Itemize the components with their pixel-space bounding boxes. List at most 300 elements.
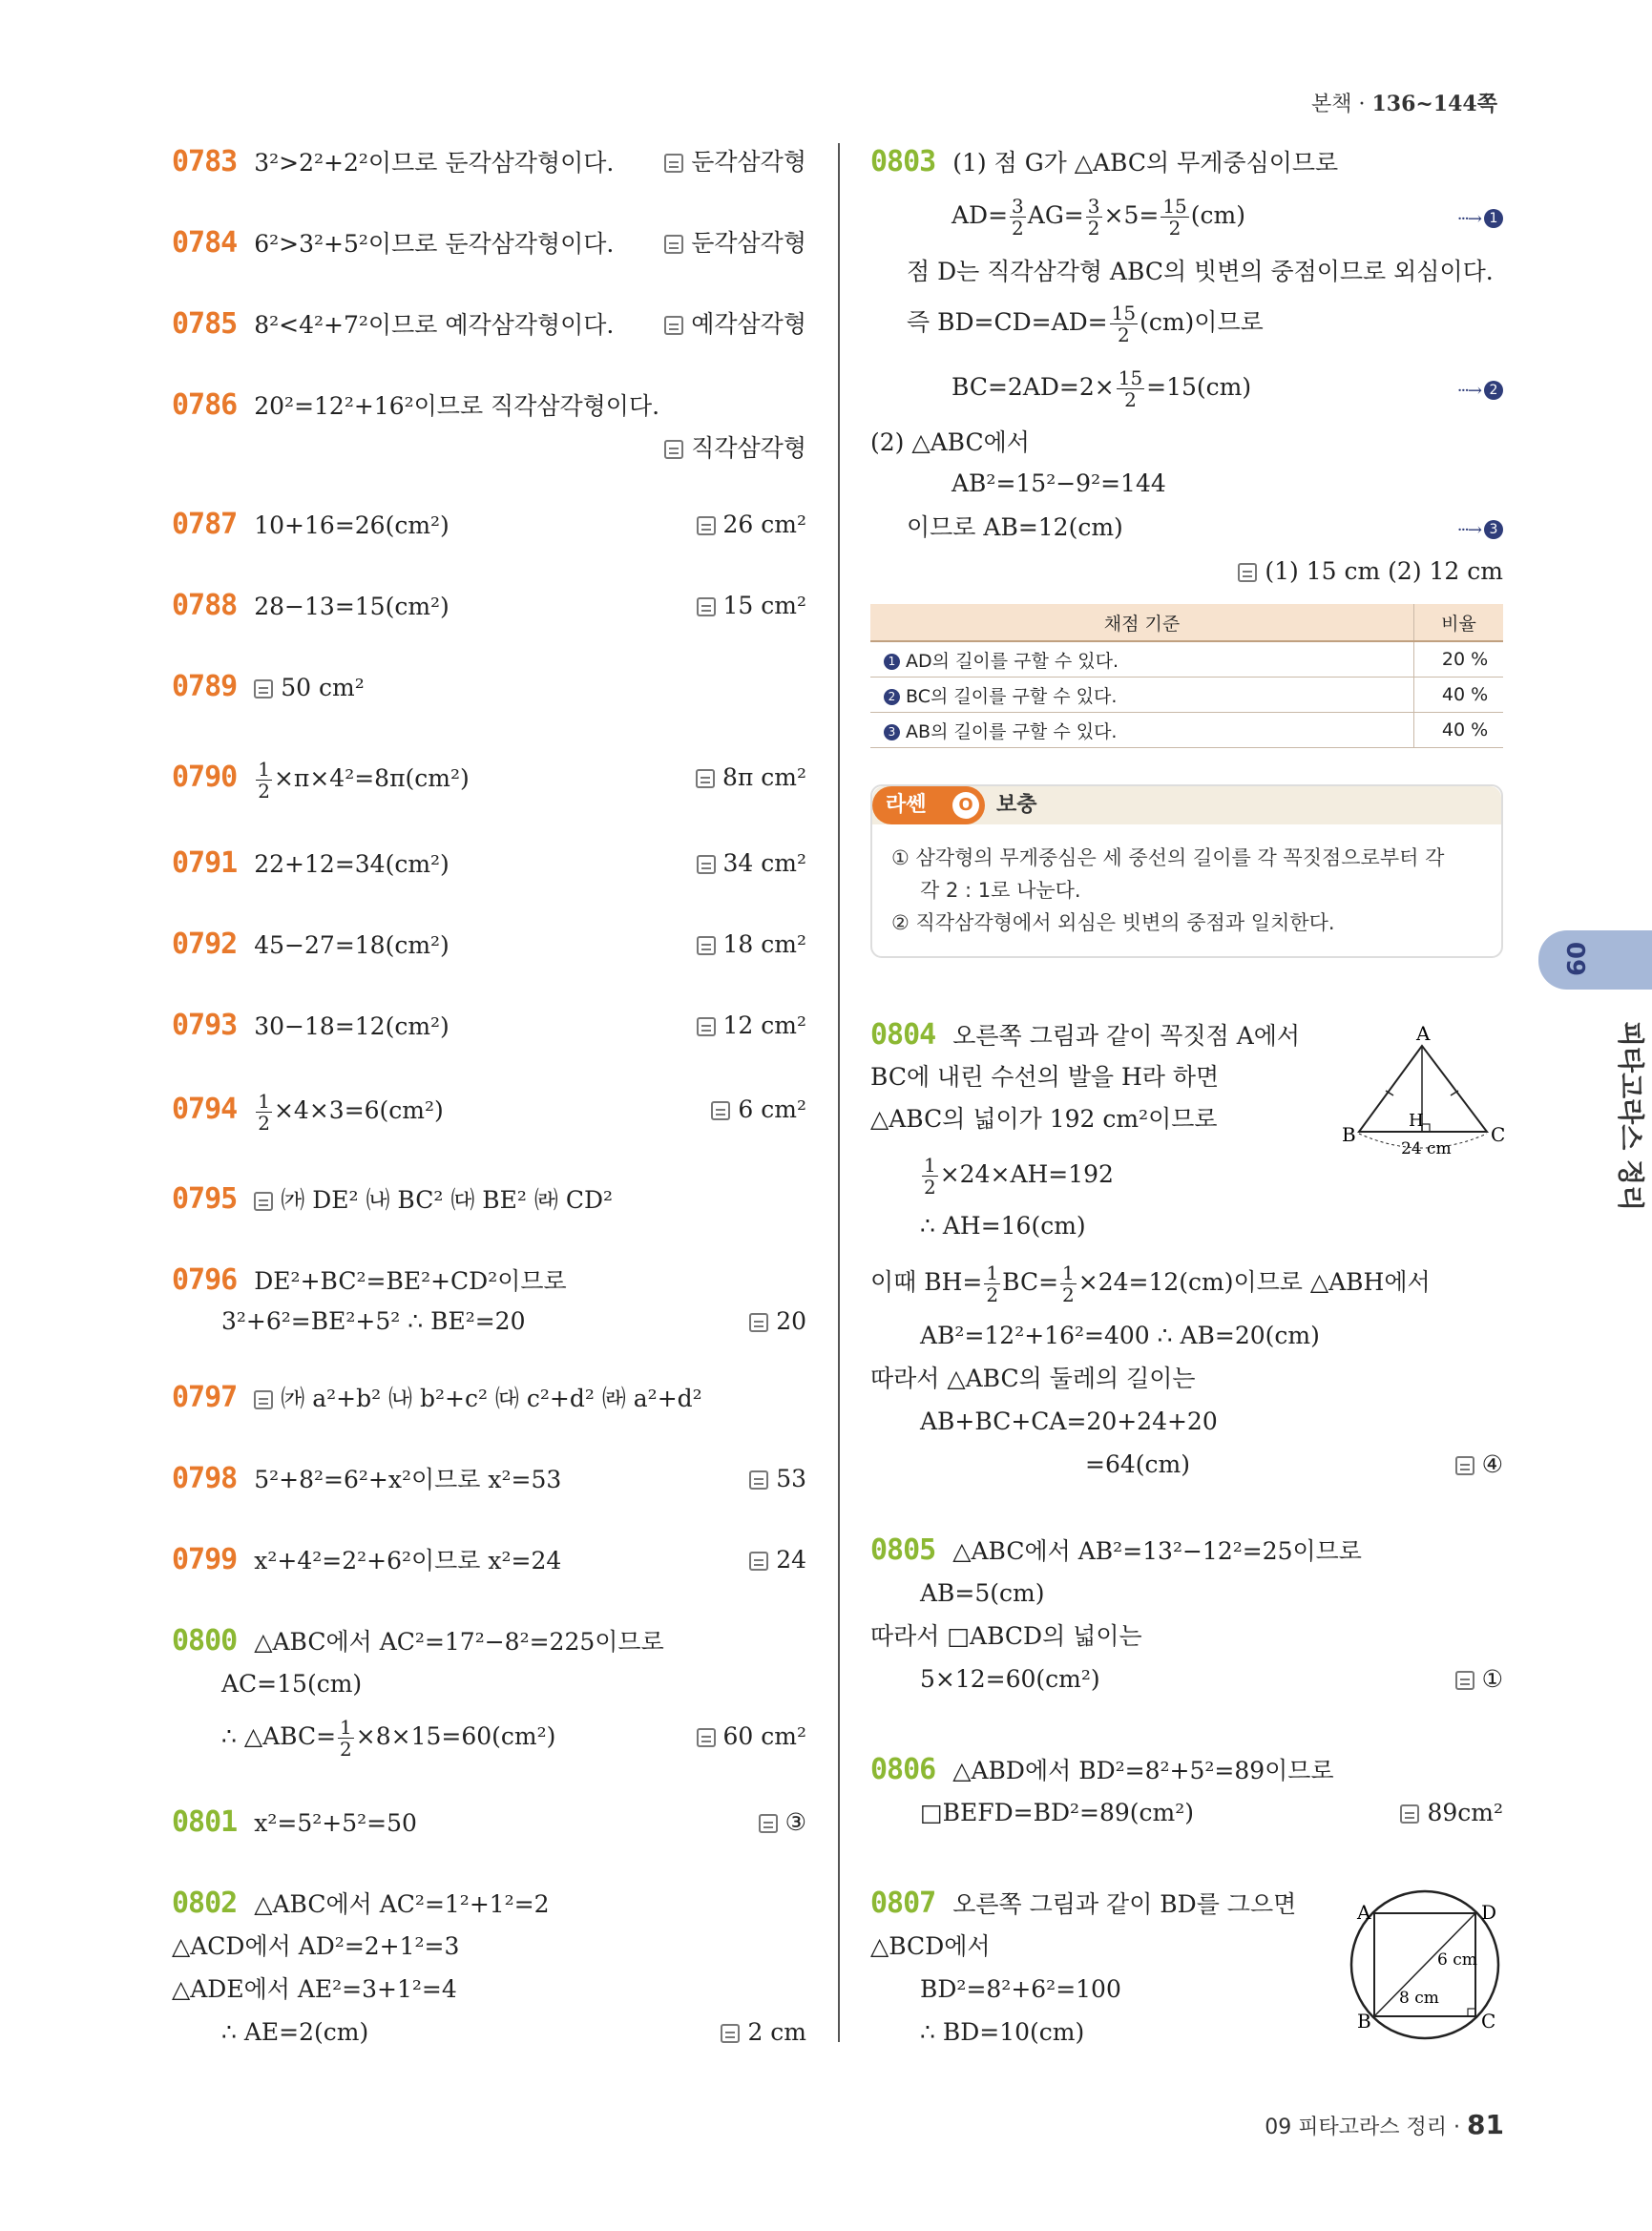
problem-0787: [172, 509, 450, 542]
scoring-table: [870, 604, 1503, 748]
right-angle-mark: [1468, 2009, 1475, 2016]
problem-0803: [870, 146, 1338, 179]
answer-text: 둔각삼각형: [691, 148, 806, 176]
note-badge: [872, 786, 985, 824]
problem-0788: [172, 590, 450, 623]
denominator: 2: [1087, 217, 1100, 240]
solution-text: 5×12=60(cm²): [920, 1665, 1100, 1693]
problem-0807-line3: [920, 1973, 1121, 2006]
solution-text: 22+12=34(cm²): [254, 850, 450, 878]
numerator: 1: [1062, 1261, 1075, 1284]
criteria-text: AB의 길이를 구할 수 있다.: [906, 720, 1118, 742]
solution-text: (1) 점 G가 △ABC의 무게중심이므로: [952, 149, 1339, 177]
problem-0803-line5: [951, 363, 1251, 412]
denominator: 2: [1117, 323, 1130, 346]
problem-0784: [172, 227, 614, 261]
answer-text: ①: [1481, 1665, 1503, 1693]
problem-0804-line10: [1085, 1449, 1190, 1481]
label-a: A: [1357, 1901, 1371, 1924]
problem-0804-line3: [870, 1103, 1218, 1136]
answer-box-icon: [749, 1552, 768, 1571]
solution-text: 3²>2²+2²이므로 둔각삼각형이다.: [254, 149, 615, 177]
mark-3: [1457, 511, 1503, 547]
problem-number: 0785: [172, 307, 238, 341]
numerator: 1: [986, 1261, 999, 1284]
answer-0803: [1238, 555, 1503, 588]
problem-0804-line8: [870, 1363, 1196, 1395]
problem-0803-line2: [951, 191, 1245, 240]
solution-text: DE²+BC²=BE²+CD²이므로: [254, 1267, 567, 1295]
denominator: 2: [258, 1112, 270, 1135]
solution-text: 5²+8²=6²+x²이므로 x²=53: [254, 1466, 562, 1493]
table-cell: 20 %: [1414, 641, 1504, 678]
answer-box-icon: [1238, 563, 1257, 582]
answer-0783: [664, 146, 806, 178]
numerator: 15: [1162, 195, 1187, 218]
answer-box-icon: [254, 679, 273, 698]
mark-2: [1457, 372, 1503, 407]
page-number: 81: [1467, 2109, 1504, 2140]
problem-0804-line6: [870, 1258, 1431, 1307]
note-item: ① 삼각형의 무게중심은 세 중선의 길이를 각 꼭짓점으로부터 각: [891, 846, 1445, 869]
problem-0805-line4: [920, 1663, 1100, 1696]
problem-0805-line3: [870, 1620, 1142, 1653]
denominator: 2: [1012, 217, 1024, 240]
solution-text: ×24=12(cm)이므로 △ABH에서: [1077, 1268, 1431, 1296]
header-pages: 136~144쪽: [1371, 92, 1497, 116]
answer-box-icon: [1400, 1804, 1419, 1824]
denominator: 2: [1124, 388, 1137, 411]
answer-0805: [1455, 1663, 1503, 1696]
answer-text: ㈎ DE² ㈏ BC² ㈐ BE² ㈑ CD²: [281, 1186, 614, 1214]
fraction: [1086, 196, 1102, 239]
numerator: 1: [924, 1154, 936, 1177]
problem-0796: [172, 1264, 567, 1298]
table-header-criteria: 채점 기준: [870, 604, 1414, 641]
problem-0792: [172, 928, 450, 962]
problem-number: 0802: [172, 1887, 238, 1920]
label-side-6: 6 cm: [1437, 1950, 1477, 1970]
answer-box-icon: [664, 235, 683, 254]
triangle-figure: [1338, 1019, 1505, 1162]
answer-0796: [749, 1305, 806, 1338]
circled-number-icon: 3: [1484, 520, 1503, 539]
problem-number: 0797: [172, 1381, 238, 1414]
answer-box-icon: [749, 1313, 768, 1332]
table-cell: [870, 678, 1414, 713]
circled-number-icon: 1: [1484, 209, 1503, 228]
answer-text: 89cm²: [1427, 1799, 1503, 1826]
label-h: H: [1409, 1111, 1424, 1131]
problem-0803-line8: [907, 511, 1123, 544]
solution-text: △ABC에서 AB²=13²−12²=25이므로: [952, 1537, 1362, 1565]
label-base: 24 cm: [1401, 1139, 1452, 1158]
numerator: 3: [1087, 195, 1100, 218]
solution-text: △ABC의 넓이가 192 cm²이므로: [870, 1105, 1218, 1133]
problem-number: 0801: [172, 1805, 238, 1839]
solution-text: 45−27=18(cm²): [254, 931, 450, 959]
problem-0800-line2: [221, 1668, 362, 1700]
solution-text: △ACD에서 AD²=2+1²=3: [172, 1932, 460, 1960]
problem-number: 0783: [172, 145, 238, 178]
answer-box-icon: [664, 316, 683, 335]
solution-text: 10+16=26(cm²): [254, 511, 450, 539]
label-b: B: [1357, 2010, 1371, 2033]
problem-0800: [172, 1625, 664, 1658]
answer-text: 53: [776, 1465, 806, 1492]
table-cell: 40 %: [1414, 678, 1504, 713]
table-row: [870, 713, 1503, 748]
solution-text: △ABC에서 AC²=1²+1²=2: [254, 1890, 550, 1918]
fraction: [338, 1717, 354, 1760]
answer-box-icon: [697, 1017, 716, 1036]
solution-text: ∴ AE=2(cm): [221, 2018, 369, 2046]
table-cell: [870, 713, 1414, 748]
solution-text: x²=5²+5²=50: [254, 1809, 417, 1837]
answer-box-icon: [696, 769, 715, 788]
problem-0786: [172, 389, 659, 423]
solution-text: AB²=15²−9²=144: [951, 469, 1166, 497]
note-item: ② 직각삼각형에서 외심은 빗변의 중점과 일치한다.: [891, 911, 1335, 934]
answer-0784: [664, 227, 806, 260]
table-header-row: [870, 604, 1503, 641]
solution-text: 이므로 AB=12(cm): [907, 513, 1123, 541]
problem-0804-line9: [920, 1406, 1218, 1438]
answer-text: ④: [1481, 1450, 1503, 1478]
answer-box-icon: [697, 855, 716, 874]
answer-text: 직각삼각형: [691, 434, 806, 462]
problem-0807-line4: [920, 2016, 1084, 2049]
problem-number: 0788: [172, 589, 238, 622]
answer-box-icon: [697, 516, 716, 535]
fraction: [1060, 1262, 1077, 1305]
answer-text: ③: [784, 1808, 806, 1836]
answer-0800: [697, 1720, 807, 1753]
solution-text: AD=: [951, 201, 1009, 229]
note-items: [891, 842, 1444, 939]
answer-box-icon: [697, 1728, 716, 1747]
problem-0804-line4: [920, 1150, 1114, 1199]
label-c: C: [1481, 2010, 1496, 2033]
solution-text: ×24×AH=192: [939, 1160, 1114, 1188]
solution-text: =64(cm): [1085, 1450, 1190, 1478]
fraction: [1010, 196, 1026, 239]
fraction: [1110, 302, 1138, 345]
criteria-text: BC의 길이를 구할 수 있다.: [906, 685, 1118, 707]
solution-text: ×5=: [1103, 201, 1160, 229]
solution-text: AB+BC+CA=20+24+20: [920, 1407, 1218, 1435]
problem-0801: [172, 1806, 417, 1840]
problem-0806-line2: [920, 1797, 1194, 1829]
answer-0799: [749, 1544, 806, 1576]
answer-text: 6 cm²: [738, 1095, 806, 1123]
solution-text: △ABD에서 BD²=8²+5²=89이므로: [952, 1757, 1334, 1784]
label-side-8: 8 cm: [1399, 1989, 1439, 2008]
problem-0802-line3: [172, 1973, 457, 2006]
column-divider: [838, 143, 840, 2042]
problem-number: 0791: [172, 846, 238, 880]
fraction: [256, 1091, 272, 1134]
problem-number: 0787: [172, 508, 238, 541]
solution-text: AB=5(cm): [920, 1579, 1045, 1607]
problem-number: 0793: [172, 1009, 238, 1042]
footer-chapter: 09 피타고라스 정리: [1265, 2116, 1448, 2139]
problem-0807: [870, 1887, 1296, 1921]
numerator: 1: [258, 758, 270, 781]
solution-text: 3²+6²=BE²+5² ∴ BE²=20: [221, 1307, 526, 1335]
problem-0783: [172, 146, 614, 179]
problem-0804-line5: [920, 1210, 1086, 1242]
answer-text: 15 cm²: [722, 592, 806, 619]
problem-0795: [172, 1183, 613, 1217]
numerator: 15: [1111, 302, 1137, 324]
answer-0791: [697, 847, 807, 880]
answer-text: 34 cm²: [722, 849, 806, 877]
circled-number-icon: 2: [884, 689, 900, 705]
fraction: [1161, 196, 1188, 239]
answer-box-icon: [664, 440, 683, 459]
problem-0804-line7: [920, 1320, 1320, 1352]
answer-box-icon: [749, 1470, 768, 1490]
note-title: 보충: [996, 793, 1037, 817]
answer-0786: [664, 432, 806, 465]
answer-text: 12 cm²: [722, 1011, 806, 1039]
answer-text: 50 cm²: [281, 674, 365, 701]
solution-text: 오른쪽 그림과 같이 BD를 그으면: [952, 1890, 1297, 1918]
answer-box-icon: [254, 1390, 273, 1409]
problem-number: 0792: [172, 928, 238, 961]
problem-number: 0807: [870, 1887, 936, 1920]
answer-box-icon: [697, 597, 716, 616]
denominator: 2: [1062, 1283, 1075, 1306]
solution-text: AG=: [1027, 201, 1084, 229]
problem-0791: [172, 847, 450, 881]
problem-0789: [172, 671, 365, 704]
answer-text: 24: [776, 1546, 806, 1574]
solution-text: ×4×3=6(cm²): [273, 1096, 444, 1124]
problem-number: 0790: [172, 761, 238, 794]
denominator: 2: [986, 1283, 999, 1306]
problem-0798: [172, 1463, 561, 1496]
answer-box-icon: [759, 1814, 778, 1833]
fraction: [922, 1155, 938, 1198]
numerator: 1: [340, 1716, 352, 1739]
answer-box-icon: [1455, 1456, 1474, 1475]
solution-text: △ADE에서 AE²=3+1²=4: [172, 1975, 457, 2003]
circled-number-icon: 3: [884, 724, 900, 740]
problem-0803-line3: [907, 256, 1494, 288]
answer-box-icon: [721, 2024, 740, 2043]
problem-number: 0786: [172, 388, 238, 422]
solution-text: 28−13=15(cm²): [254, 593, 450, 620]
table-row: [870, 641, 1503, 678]
answer-text: 2 cm: [747, 2018, 806, 2046]
fraction: [1117, 367, 1144, 410]
problem-0805-line2: [920, 1577, 1045, 1610]
answer-0802: [721, 2016, 806, 2049]
numerator: 3: [1012, 195, 1024, 218]
problem-number: 0800: [172, 1624, 238, 1658]
answer-text: 둔각삼각형: [691, 229, 806, 257]
solution-text: 8²<4²+7²이므로 예각삼각형이다.: [254, 311, 615, 339]
problem-number: 0795: [172, 1182, 238, 1216]
solution-text: BC=2AD=2×: [951, 373, 1115, 401]
dotted-arrow-icon: ···→: [1456, 520, 1480, 540]
solution-text: 오른쪽 그림과 같이 꼭짓점 A에서: [952, 1022, 1301, 1050]
answer-box-icon: [697, 936, 716, 955]
criteria-text: AD의 길이를 구할 수 있다.: [906, 650, 1119, 672]
problem-0804-line2: [870, 1061, 1219, 1094]
solution-text: x²+4²=2²+6²이므로 x²=24: [254, 1547, 562, 1574]
solution-text: AC=15(cm): [221, 1670, 363, 1698]
problem-0807-line2: [870, 1930, 991, 1963]
solution-text: (2) △ABC에서: [870, 428, 1030, 456]
chapter-tab-label: 피타고라스 정리: [1615, 1021, 1646, 1212]
solution-text: BD²=8²+6²=100: [920, 1975, 1121, 2003]
solution-text: 20²=12²+16²이므로 직각삼각형이다.: [254, 392, 660, 420]
answer-box-icon: [254, 1192, 273, 1211]
solution-text: △BCD에서: [870, 1932, 991, 1960]
problem-0802-line4: [221, 2016, 368, 2049]
problem-0794: [172, 1086, 444, 1135]
answer-0806: [1400, 1797, 1503, 1829]
solution-text: (cm)이므로: [1140, 308, 1264, 336]
denominator: 2: [258, 780, 270, 803]
problem-0803-line7: [951, 468, 1166, 500]
answer-0792: [697, 928, 807, 961]
problem-0799: [172, 1544, 561, 1577]
solution-text: 이때 BH=: [870, 1268, 983, 1296]
denominator: 2: [924, 1176, 936, 1199]
header-reference: 본책 · 136~144쪽: [1310, 92, 1497, 116]
problem-number: 0796: [172, 1263, 238, 1297]
mark-1: [1457, 200, 1503, 236]
answer-text: 20: [776, 1307, 806, 1335]
badge-dot-icon: O: [952, 792, 979, 819]
dotted-arrow-icon: ···→: [1456, 381, 1480, 401]
answer-text: 예각삼각형: [691, 310, 806, 338]
solution-text: (cm): [1190, 201, 1245, 229]
answer-0794: [711, 1094, 806, 1126]
supplement-note: [870, 784, 1503, 958]
solution-text: 30−18=12(cm²): [254, 1012, 450, 1040]
header-book: 본책: [1310, 93, 1352, 116]
problem-0802-line2: [172, 1930, 459, 1963]
answer-0788: [697, 590, 807, 622]
problem-0806: [870, 1754, 1334, 1787]
solution-text: △ABC에서 AC²=17²−8²=225이므로: [254, 1628, 664, 1656]
answer-box-icon: [664, 154, 683, 173]
answer-0804: [1455, 1449, 1503, 1481]
denominator: 2: [1168, 217, 1181, 240]
solution-text: ×8×15=60(cm²): [355, 1722, 556, 1750]
table-header-ratio: 비율: [1414, 604, 1504, 641]
problem-number: 0803: [870, 145, 936, 178]
answer-text: 26 cm²: [722, 511, 806, 538]
answer-box-icon: [1455, 1671, 1474, 1690]
circle-rectangle-figure: [1338, 1885, 1505, 2042]
table-row: [870, 678, 1503, 713]
solution-text: 즉 BD=CD=AD=: [907, 308, 1108, 336]
problem-number: 0798: [172, 1462, 238, 1495]
solution-text: ∴ △ABC=: [221, 1722, 337, 1750]
solution-text: 점 D는 직각삼각형 ABC의 빗변의 중점이므로 외심이다.: [907, 258, 1494, 285]
label-d: D: [1481, 1901, 1497, 1924]
solution-text: AB²=12²+16²=400 ∴ AB=20(cm): [920, 1322, 1320, 1349]
problem-number: 0784: [172, 226, 238, 260]
circled-number-icon: 2: [1484, 381, 1503, 400]
table-cell: [870, 641, 1414, 678]
solution-text: =15(cm): [1146, 373, 1252, 401]
problem-0803-line6: [870, 427, 1030, 459]
answer-0790: [696, 761, 806, 794]
solution-text: □BEFD=BD²=89(cm²): [920, 1799, 1195, 1826]
problem-number: 0806: [870, 1753, 936, 1786]
solution-text: ∴ AH=16(cm): [920, 1212, 1086, 1240]
badge-text: 라쎈: [886, 793, 927, 817]
problem-0805: [870, 1534, 1362, 1568]
problem-0793: [172, 1010, 450, 1043]
solution-text: 6²>3²+5²이므로 둔각삼각형이다.: [254, 230, 615, 258]
problem-0797: [172, 1382, 702, 1415]
answer-0785: [664, 308, 806, 341]
solution-text: 따라서 □ABCD의 넓이는: [870, 1622, 1142, 1650]
fraction: [256, 759, 272, 802]
problem-0785: [172, 308, 614, 342]
numerator: 15: [1118, 366, 1143, 389]
solution-text: ∴ BD=10(cm): [920, 2018, 1085, 2046]
answer-text: ㈎ a²+b² ㈏ b²+c² ㈐ c²+d² ㈑ a²+d²: [281, 1385, 702, 1412]
denominator: 2: [340, 1738, 352, 1761]
problem-0803-line4: [907, 298, 1264, 347]
answer-0793: [697, 1010, 807, 1042]
answer-0798: [749, 1463, 806, 1495]
label-b: B: [1342, 1123, 1356, 1146]
chapter-tab-number: 09: [1560, 941, 1589, 977]
circled-number-icon: 1: [884, 654, 900, 670]
problem-number: 0805: [870, 1533, 936, 1567]
problem-0796-line2: [221, 1305, 525, 1338]
problem-0804: [870, 1019, 1300, 1053]
problem-number: 0799: [172, 1543, 238, 1576]
fraction: [984, 1262, 1000, 1305]
answer-0801: [759, 1806, 806, 1839]
numerator: 1: [258, 1090, 270, 1113]
problem-number: 0794: [172, 1093, 238, 1126]
answer-text: 8π cm²: [721, 763, 806, 791]
label-c: C: [1491, 1123, 1505, 1146]
problem-0790: [172, 754, 470, 803]
label-a: A: [1416, 1022, 1431, 1045]
solution-text: BC에 내린 수선의 발을 H라 하면: [870, 1063, 1220, 1091]
note-item: 각 2 : 1로 나눈다.: [920, 879, 1081, 902]
problem-number: 0789: [172, 670, 238, 703]
problem-0802: [172, 1887, 550, 1921]
answer-text: 18 cm²: [722, 930, 806, 958]
solution-text: BC=: [1002, 1268, 1059, 1296]
solution-text: 따라서 △ABC의 둘레의 길이는: [870, 1365, 1196, 1392]
answer-box-icon: [711, 1101, 730, 1120]
answer-text: (1) 15 cm (2) 12 cm: [1265, 557, 1503, 585]
dotted-arrow-icon: ···→: [1456, 209, 1480, 229]
problem-number: 0804: [870, 1018, 936, 1052]
solution-text: ×π×4²=8π(cm²): [273, 764, 470, 792]
page-footer: 09 피타고라스 정리 · 81: [1265, 2109, 1504, 2140]
problem-0800-line3: [221, 1713, 555, 1761]
answer-0787: [697, 509, 807, 541]
answer-text: 60 cm²: [722, 1722, 806, 1750]
table-cell: 40 %: [1414, 713, 1504, 748]
